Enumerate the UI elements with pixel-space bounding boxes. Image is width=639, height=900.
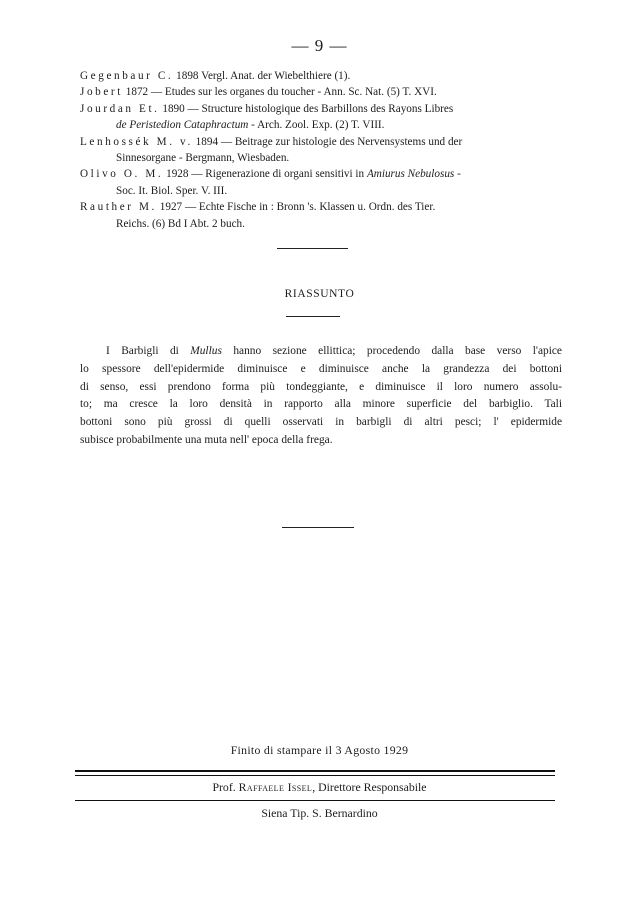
section-heading: RIASSUNTO <box>284 288 355 300</box>
director-name: Raffaele Issel <box>238 780 313 794</box>
reference-entry <box>80 199 570 232</box>
summary-line: bottoni sono più grossi di quelli osservati in barbigli di altri pesci; l' epidermide <box>80 416 562 429</box>
reference-entry <box>80 134 570 167</box>
reference-text: 1894 — Beitrage zur histologie des Nervensystems und der <box>192 135 463 148</box>
reference-entry <box>80 101 570 134</box>
reference-continuation: Soc. It. Biol. Sper. V. III. <box>116 184 228 197</box>
reference-author: Jobert <box>80 86 123 99</box>
section-divider <box>282 527 354 528</box>
reference-continuation: - Arch. Zool. Exp. (2) T. VIII. <box>248 119 385 132</box>
reference-italic-text: de Peristedion Cataphractum <box>116 119 249 132</box>
summary-paragraph <box>80 343 562 450</box>
colophon-print-date: Finito di stampare il 3 Agosto 1929 <box>230 743 409 757</box>
reference-text: 1927 — Echte Fische in : Bronn 's. Klassen u. Ordn. des Tier. <box>156 201 436 214</box>
reference-text: 1928 — Rigenerazione di organi sensitivi in <box>163 168 367 181</box>
summary-line: subisce probabilmente una muta nell' epoca della frega. <box>80 433 333 446</box>
reference-entry <box>80 68 570 84</box>
reference-entry <box>80 166 570 199</box>
printer-line: Siena Tip. S. Bernardino <box>261 806 378 820</box>
reference-text-tail: - <box>454 168 461 181</box>
section-divider <box>277 248 348 249</box>
director-line: Prof. Raffaele Issel, Direttore Responsabile <box>212 780 427 794</box>
reference-text: 1890 — Structure histologique des Barbillons des Rayons Libres <box>159 102 454 115</box>
reference-text: 1872 — Etudes sur les organes du toucher - Ann. Sc. Nat. (5) T. XVI. <box>122 86 437 99</box>
reference-author: Jourdan Et. <box>80 102 160 115</box>
reference-author: Olivo O. M. <box>80 168 164 181</box>
colophon-thin-rule <box>75 775 555 776</box>
page-number: — 9 — <box>291 36 348 55</box>
summary-line: I Barbigli di Mullus hanno sezione ellittica; procedendo dalla base verso l'apice <box>106 345 562 357</box>
reference-entry <box>80 84 570 100</box>
colophon-bottom-rule <box>75 800 555 801</box>
summary-line: di senso, essi prendono forma più tondeggiante, e diminuisce il loro numero assolu- <box>80 380 562 393</box>
reference-italic-text: Amiurus Nebulosus <box>366 168 455 181</box>
heading-underline <box>286 316 340 317</box>
bibliography <box>80 68 570 232</box>
reference-author: Rauther M. <box>80 201 157 214</box>
reference-author: Gegenbaur C. <box>80 70 174 82</box>
reference-continuation: Sinnesorgane - Bergmann, Wiesbaden. <box>116 152 290 165</box>
summary-line: to; ma cresce la loro densità in rapporto alla minore superficie del barbiglio. Tali <box>80 398 562 411</box>
reference-text: 1898 Vergl. Anat. der Wiebelthiere (1). <box>173 70 351 82</box>
colophon-thick-rule <box>75 770 555 772</box>
summary-line: lo spessore dell'epidermide diminuisce e diminuisce anche la grandezza dei bottoni <box>80 362 562 375</box>
reference-continuation: Reichs. (6) Bd I Abt. 2 buch. <box>116 217 245 230</box>
reference-author: Lenhossék M. v. <box>80 135 193 148</box>
